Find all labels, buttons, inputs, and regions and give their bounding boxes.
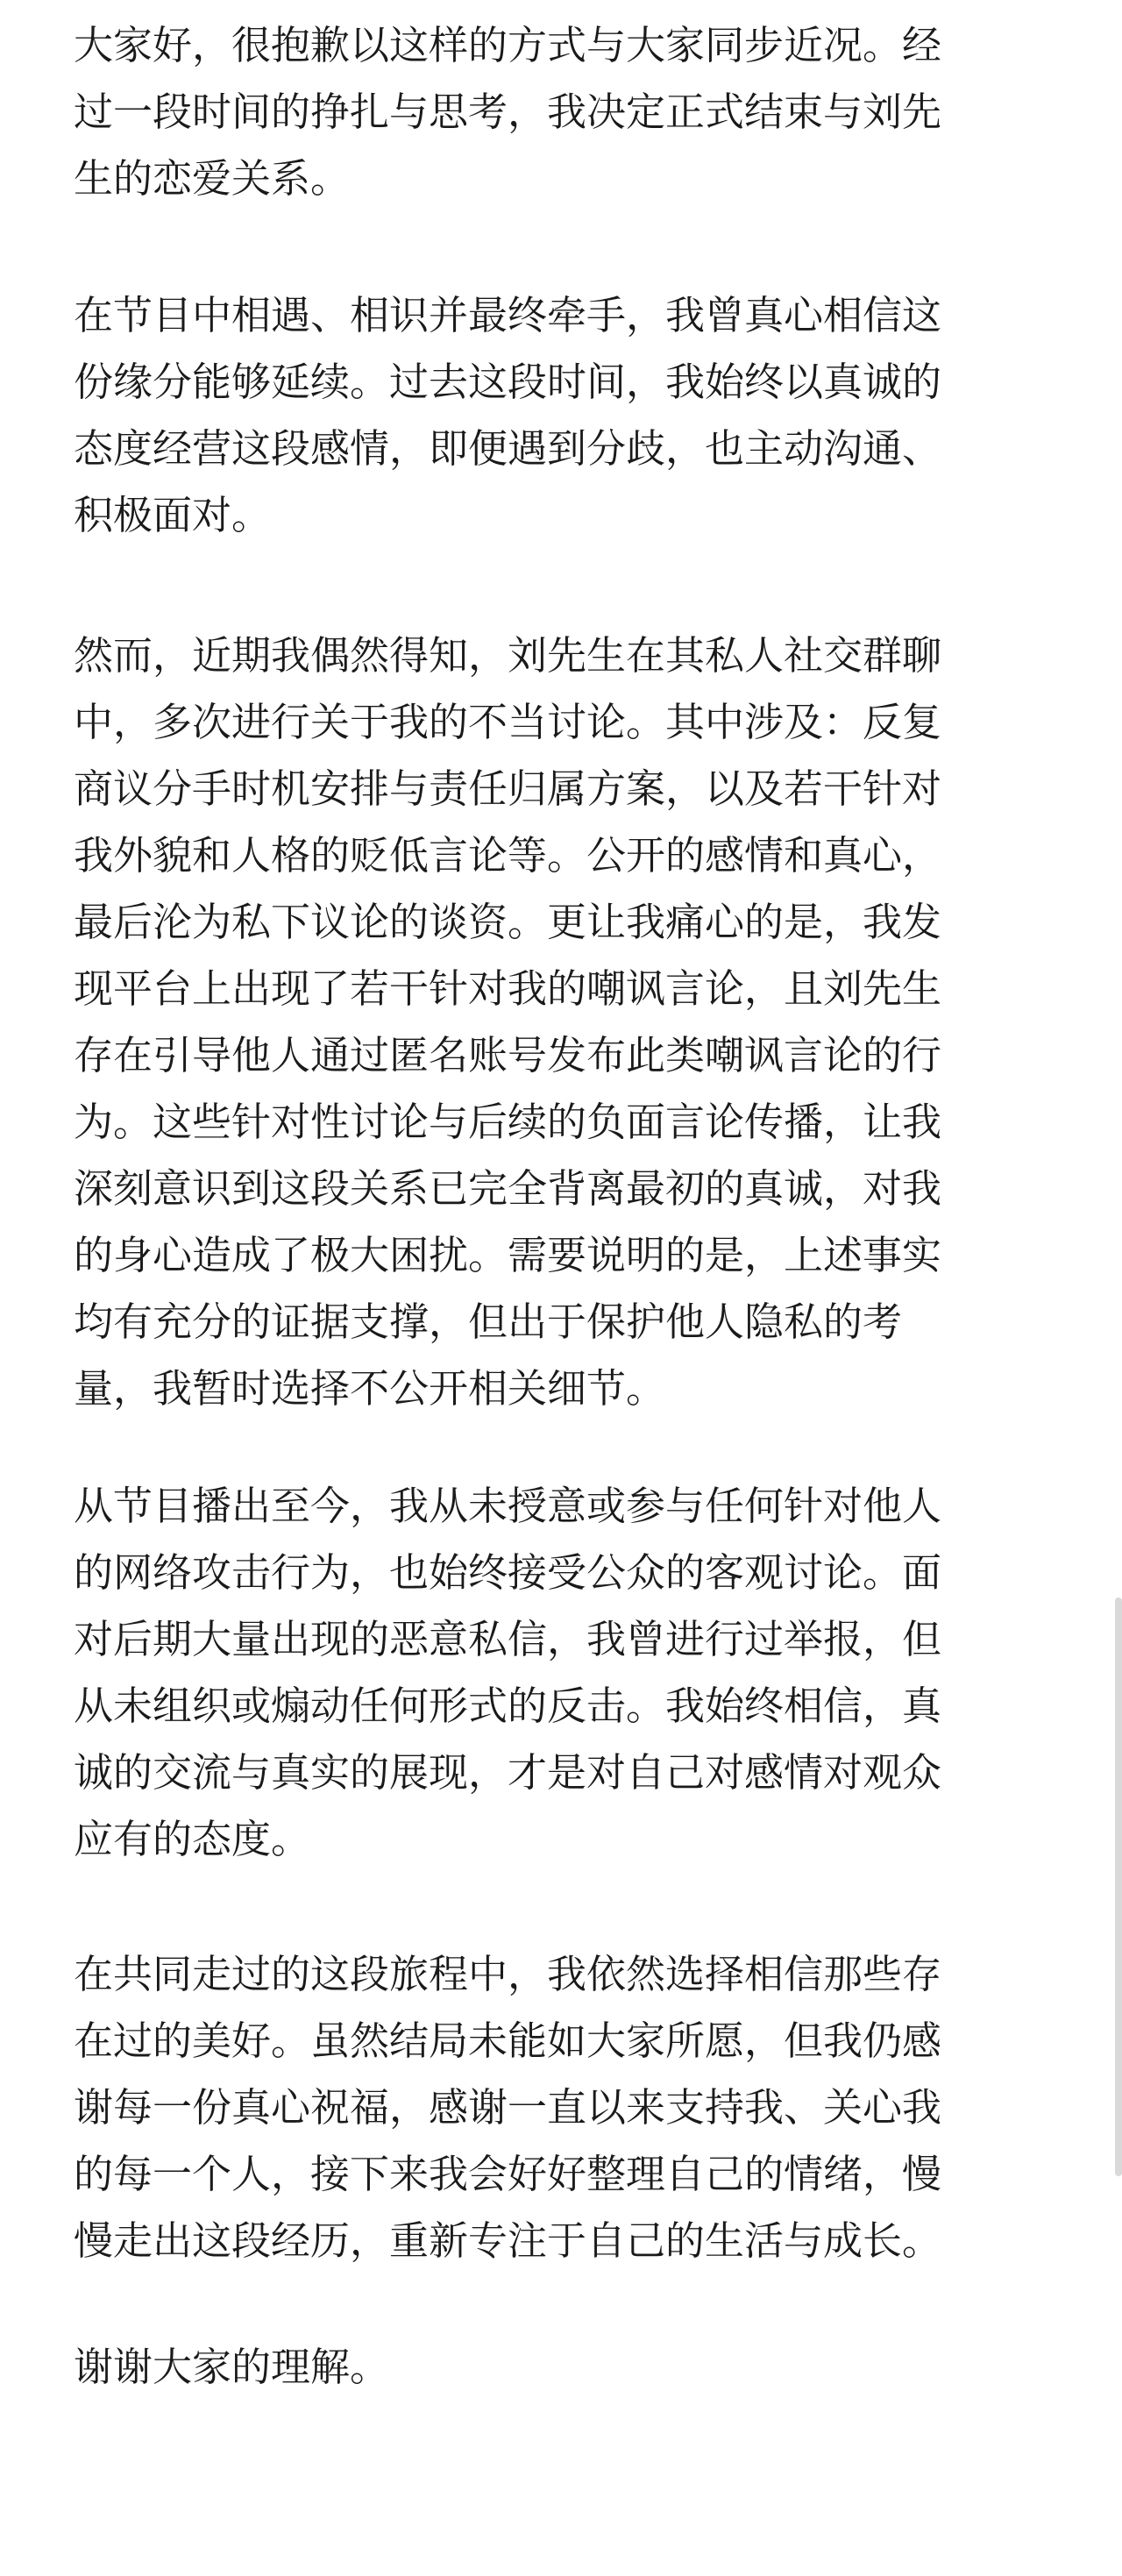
text-line: 为。这些针对性讨论与后续的负面言论传播，让我	[74, 1099, 942, 1145]
text-line: 深刻意识到这段关系已完全背离最初的真诚，对我	[74, 1165, 942, 1212]
text-line: 量，我暂时选择不公开相关细节。	[74, 1365, 666, 1412]
text-line: 在共同走过的这段旅程中，我依然选择相信那些存	[74, 1951, 942, 1997]
text-line: 态度经营这段感情，即便遇到分歧，也主动沟通、	[74, 425, 942, 472]
paragraph-thanks	[74, 2334, 1054, 2401]
paragraph-opening	[74, 12, 1054, 212]
text-line: 在节目中相遇、相识并最终牵手，我曾真心相信这	[74, 292, 942, 338]
text-line: 均有充分的证据支撑，但出于保护他人隐私的考	[74, 1299, 903, 1345]
text-line: 存在引导他人通过匿名账号发布此类嘲讽言论的行	[74, 1032, 942, 1078]
text-line: 诚的交流与真实的展现，才是对自己对感情对观众	[74, 1749, 942, 1796]
text-line: 从节目播出至今，我从未授意或参与任何针对他人	[74, 1483, 942, 1529]
text-line: 然而，近期我偶然得知，刘先生在其私人社交群聊	[74, 632, 942, 679]
text-line: 的每一个人，接下来我会好好整理自己的情绪，慢	[74, 2151, 942, 2197]
text-line: 从未组织或煽动任何形式的反击。我始终相信，真	[74, 1683, 942, 1729]
text-line: 谢每一份真心祝福，感谢一直以来支持我、关心我	[74, 2084, 942, 2131]
text-line: 谢谢大家的理解。	[74, 2344, 390, 2390]
text-line: 慢走出这段经历，重新专注于自己的生活与成长。	[74, 2217, 942, 2264]
text-line: 现平台上出现了若干针对我的嘲讽言论，且刘先生	[74, 965, 942, 1012]
text-line: 的身心造成了极大困扰。需要说明的是，上述事实	[74, 1232, 942, 1278]
text-line: 最后沦为私下议论的谈资。更让我痛心的是，我发	[74, 899, 942, 945]
text-line: 商议分手时机安排与责任归属方案，以及若干针对	[74, 765, 942, 812]
text-line: 的网络攻击行为，也始终接受公众的客观讨论。面	[74, 1549, 942, 1596]
paragraph-background	[74, 282, 1054, 549]
text-line: 过一段时间的挣扎与思考，我决定正式结束与刘先	[74, 89, 942, 135]
text-line: 中，多次进行关于我的不当讨论。其中涉及：反复	[74, 699, 942, 745]
text-line: 积极面对。	[74, 492, 272, 538]
text-line: 份缘分能够延续。过去这段时间，我始终以真诚的	[74, 359, 942, 405]
text-line: 生的恋爱关系。	[74, 155, 351, 202]
paragraph-clarification	[74, 1473, 1054, 1873]
text-line: 在过的美好。虽然结局未能如大家所愿，但我仍感	[74, 2017, 942, 2064]
text-line: 大家好，很抱歉以这样的方式与大家同步近况。经	[74, 22, 942, 68]
paragraph-closing	[74, 1941, 1054, 2274]
text-line: 应有的态度。	[74, 1816, 311, 1862]
paragraph-discovery	[74, 623, 1054, 1422]
scrollbar-thumb[interactable]	[1115, 1598, 1122, 2176]
text-line: 我外貌和人格的贬低言论等。公开的感情和真心，	[74, 832, 942, 879]
text-line: 对后期大量出现的恶意私信，我曾进行过举报，但	[74, 1616, 942, 1662]
